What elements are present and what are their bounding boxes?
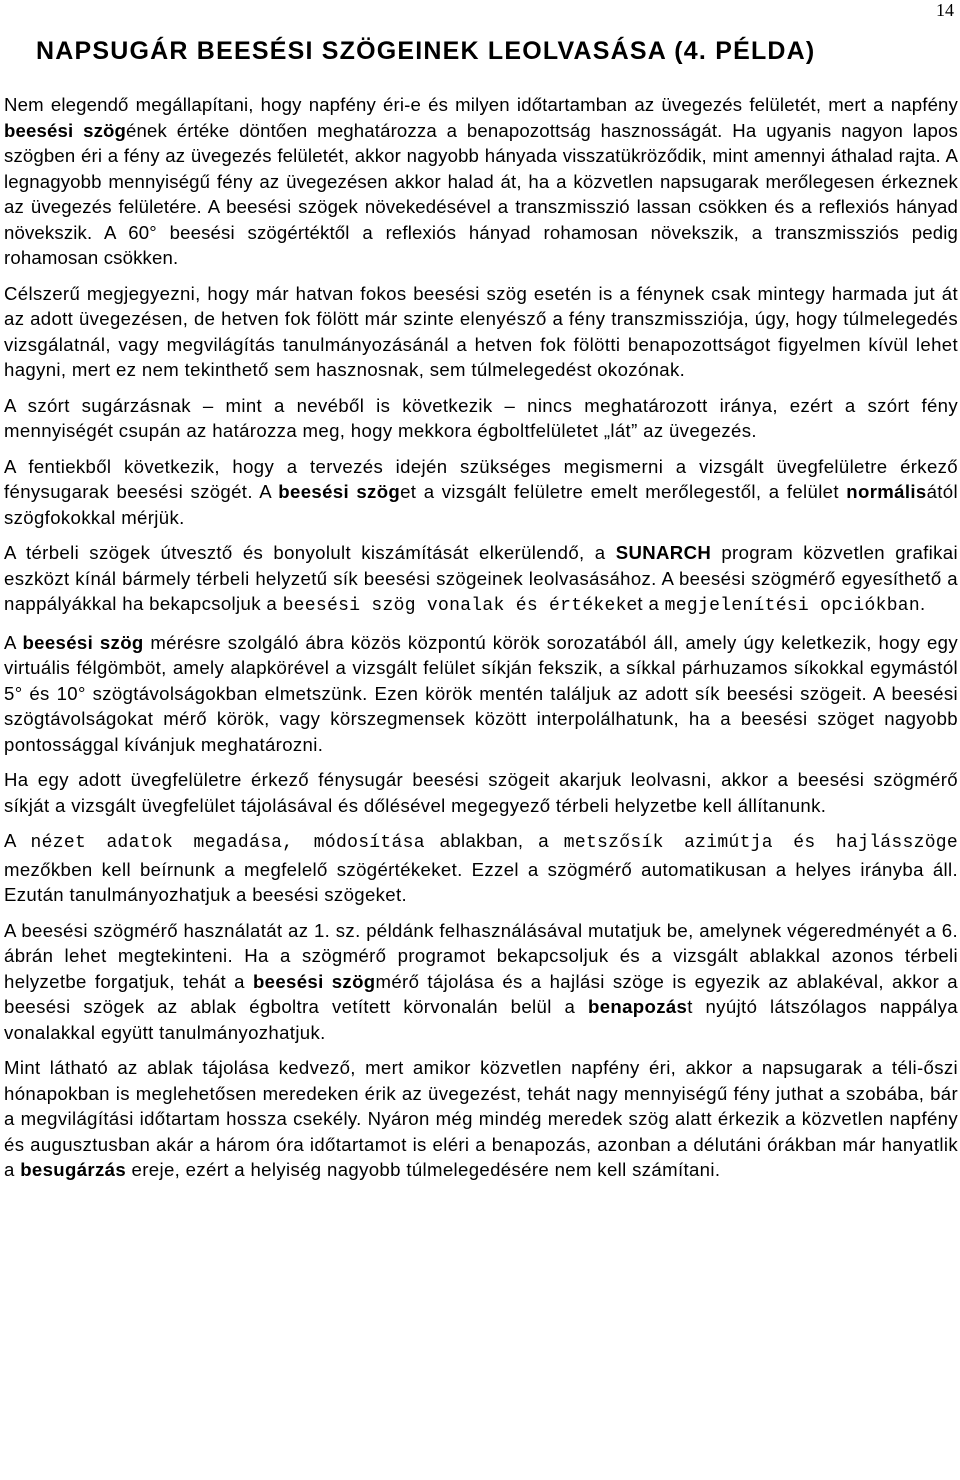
text-span: A térbeli szögek útvesztő és bonyolult kiszámítását elkerülendő, a xyxy=(4,542,616,563)
emphasis: besugárzás xyxy=(20,1159,127,1180)
text-span: et a vizsgált felületre emelt merőlegestől, a felület xyxy=(400,481,847,502)
text-span: Mint látható az ablak tájolása kedvező, mert amikor közvetlen napfény éri, akkor a napsugarak a téli-őszi hónapokban is meglehetősen meredeken érik az üvegezést, tehát nagy mennyiségű fény juthat a szobába, bár a megvilágítási időtartam hossza csekély. Nyáron még mindég meredek szög alatt érkezik a közvetlen napfény és augusztusban akár a három óra időtartamot is eléri a benapozás, azonban a délutáni órákban már hanyatlik a xyxy=(4,1057,958,1180)
emphasis: benapozás xyxy=(587,996,688,1017)
section-title: NAPSUGÁR BEESÉSI SZÖGEINEK LEOLVASÁSA (4. PÉLDA) xyxy=(36,37,816,65)
ui-window-name: nézet adatok megadása, módosítása xyxy=(30,833,425,853)
paragraph-3: A szórt sugárzásnak – mint a nevéből is következik – nincs meghatározott iránya, ezért a szórt fény mennyiségét csupán az határozza meg, hogy mekkora égboltfelületet „lát” az üvegezés. xyxy=(4,394,958,441)
paragraph-6 xyxy=(4,630,958,758)
ui-option-name: megjelenítési opciókban xyxy=(664,596,921,616)
ui-option-name: beesési szög vonalak és értékek xyxy=(282,596,627,616)
paragraph-8 xyxy=(4,828,958,908)
text-span: A xyxy=(4,631,23,653)
program-name: SUNARCH xyxy=(615,542,712,563)
emphasis: normális xyxy=(846,481,927,502)
text-span: mérő tájolása és a hajlási szöge is egyezik az ablakéval, akkor a beesési szögek az ablak égboltra vetített körvonalán belül a xyxy=(4,970,958,1017)
paragraph-7: Ha egy adott üvegfelületre érkező fénysugár beesési szögeit akarjuk leolvasni, akkor a beesési szögmérő síkját a vizsgált üvegfelület tájolásával és dőlésével megegyező térbeli helyzetbe kell állítanunk. xyxy=(4,769,958,816)
text-span: ének értéke döntően meghatározza a benapozottság hasznosságát. Ha ugyanis nagyon lapos szögben éri a fény az üvegezés felületét, akkor nagyobb hányada visszatükröződik, mint amennyi áthalad rajta. A legnagyobb mennyiségű fény az üvegezésen akkor halad át, ha a közvetlen napsugarak merőlegesen érkeznek az üvegezés felületére. A beesési szögek növekedésével a transzmisszió lassan csökken és a reflexiós hányad növekszik. A 60° beesési szögértéktől a reflexiós hányad rohamosan növekszik, a transzmissziós pedig rohamosan csökken. xyxy=(4,119,958,268)
text-span: A xyxy=(4,830,31,851)
text-span: t nyújtó látszólagos nappálya vonalakkal együtt tanulmányozhatjuk. xyxy=(4,996,958,1043)
text-span: mérésre szolgáló ábra közös központú körök sorozatából áll, amely úgy keletkezik, hogy egy virtuális félgömböt, amely alapkörével a vizsgált felület síkján fekszik, a síkkal párhuzamos síkokkal egymástól 5° és 10° szögtávolságokban elmetszünk. Ezen körök mentén találjuk az adott sík beesési szögeit. A beesési szögtávolságokat mérő körök, vagy körszegmensek között interpolálhatunk, ha a beesési szöget nagyobb pontossággal kívánjuk meghatározni. xyxy=(4,631,958,755)
text-span: ától szögfokokkal mérjük. xyxy=(4,481,958,528)
ui-field-name: metszősík azimútja és hajlásszöge xyxy=(563,833,959,853)
text-span: et a xyxy=(626,593,665,614)
paragraph-4 xyxy=(4,454,958,531)
paragraph-10 xyxy=(4,1055,958,1183)
paragraph-1 xyxy=(4,92,958,271)
emphasis: beesési szög xyxy=(22,631,144,653)
emphasis: beesési szög xyxy=(252,970,376,992)
text-span: ereje, ezért a helyiség nagyobb túlmelegedésére nem kell számítani. xyxy=(126,1159,721,1180)
text-span: program közvetlen grafikai eszközt kínál bármely térbeli helyzetű sík beesési szögeinek leolvasásához. A beesési szögmérő egyesíthető a nappályákkal ha bekapcsoljuk a xyxy=(4,542,958,614)
document-body xyxy=(4,92,958,1193)
paragraph-9 xyxy=(4,918,958,1046)
text-span: A beesési szögmérő használatát az 1. sz. példánk felhasználásával mutatjuk be, amelynek végeredményét a 6. ábrán lehet megtekinteni. Ha a szögmérő programot bekapcsoljuk és a vizsgált ablakkal azonos térbeli helyzetbe forgatjuk, tehát a xyxy=(4,919,958,992)
paragraph-5 xyxy=(4,540,958,620)
text-span: Nem elegendő megállapítani, hogy napfény éri-e és milyen időtartamban az üvegezés felületét, mert a napfény xyxy=(4,94,958,115)
paragraph-2: Célszerű megjegyezni, hogy már hatvan fokos beesési szög esetén is a fénynek csak mintegy harmada jut át az adott üvegezésen, de hetven fok fölött már szinte elenyésző a fény transzmissziója, úgy, hogy túlmelegedés vizsgálatnál, vagy megvilágítás tanulmányozásánál a hetven fok fölötti benapozottságot figyelmen kívül lehet hagyni, mert ez nem tekinthető sem hasznosnak, sem túlmelegedést okozónak. xyxy=(4,282,958,380)
text-span: . xyxy=(920,593,926,614)
text-span: ablakban, a xyxy=(424,830,564,851)
page-number: 14 xyxy=(936,0,954,20)
emphasis: beesési szög xyxy=(278,481,401,502)
emphasis: beesési szög xyxy=(4,119,127,141)
text-span: mezőkben kell beírnunk a megfelelő szögértékeket. Ezzel a szögmérő automatikusan a helyes irányba áll. Ezután tanulmányozhatjuk a beesési szögeket. xyxy=(4,858,958,905)
text-span: A fentiekből következik, hogy a tervezés idején szükséges megismerni a vizsgált üvegfelületre érkező fénysugarak beesési szögét. A xyxy=(4,455,958,502)
